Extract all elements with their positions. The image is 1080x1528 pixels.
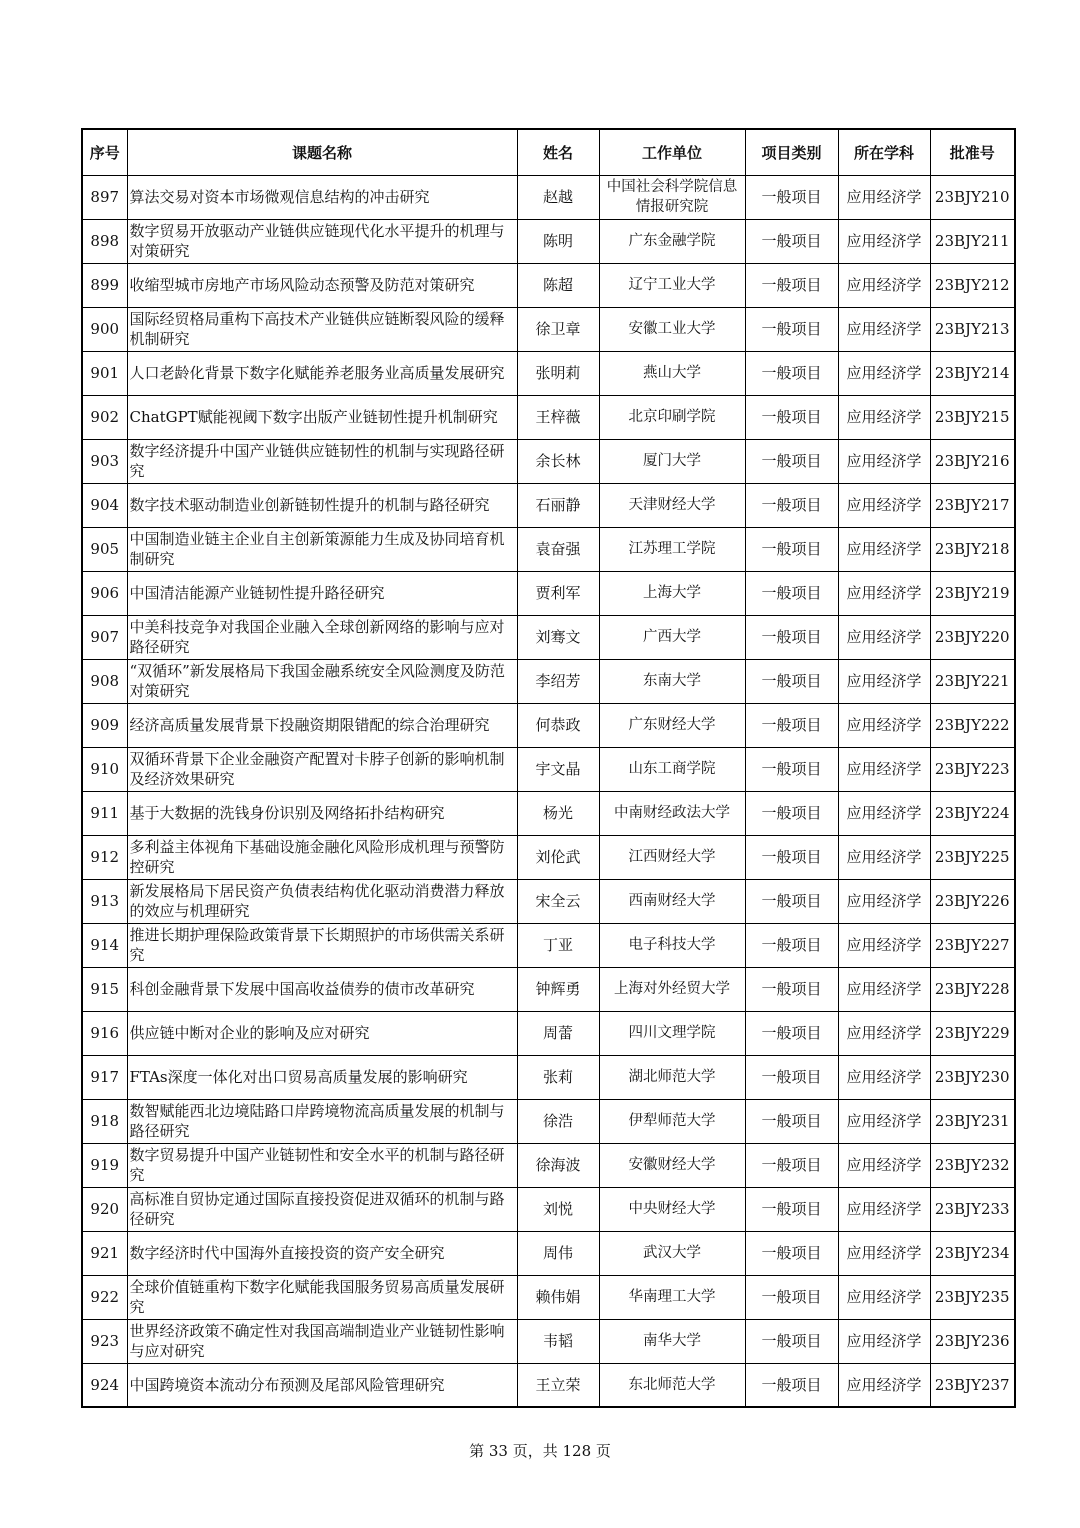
work-unit-cell: 广东金融学院	[599, 219, 745, 263]
project-title-cell: 中国跨境资本流动分布预测及尾部风险管理研究	[127, 1363, 517, 1407]
serial-no-cell: 899	[82, 263, 127, 307]
work-unit-cell: 厦门大学	[599, 439, 745, 483]
work-unit-cell: 广东财经大学	[599, 703, 745, 747]
table-row	[82, 175, 1015, 219]
serial-no-cell: 903	[82, 439, 127, 483]
project-type-cell: 一般项目	[745, 175, 838, 219]
table-row	[82, 1231, 1015, 1275]
serial-no-cell: 923	[82, 1319, 127, 1363]
serial-no-cell: 898	[82, 219, 127, 263]
table-row	[82, 923, 1015, 967]
subject-cell: 应用经济学	[838, 527, 930, 571]
work-unit-cell: 中南财经政法大学	[599, 791, 745, 835]
work-unit-cell: 武汉大学	[599, 1231, 745, 1275]
project-title-cell: 数智赋能西北边境陆路口岸跨境物流高质量发展的机制与路径研究	[127, 1099, 517, 1143]
serial-no-cell: 914	[82, 923, 127, 967]
approval-no-cell: 23BJY213	[930, 307, 1015, 351]
work-unit-cell: 辽宁工业大学	[599, 263, 745, 307]
project-title-cell: 人口老龄化背景下数字化赋能养老服务业高质量发展研究	[127, 351, 517, 395]
project-type-cell: 一般项目	[745, 263, 838, 307]
work-unit-cell: 广西大学	[599, 615, 745, 659]
table-row	[82, 1099, 1015, 1143]
work-unit-cell: 安徽财经大学	[599, 1143, 745, 1187]
approval-no-cell: 23BJY224	[930, 791, 1015, 835]
project-title-cell: 世界经济政策不确定性对我国高端制造业产业链韧性影响与应对研究	[127, 1319, 517, 1363]
table-row	[82, 1319, 1015, 1363]
serial-no-cell: 924	[82, 1363, 127, 1407]
project-title-cell: 全球价值链重构下数字化赋能我国服务贸易高质量发展研究	[127, 1275, 517, 1319]
name-cell: 石丽静	[517, 483, 599, 527]
name-cell: 陈明	[517, 219, 599, 263]
name-cell: 赵越	[517, 175, 599, 219]
work-unit-cell: 燕山大学	[599, 351, 745, 395]
project-title-cell: ChatGPT赋能视阈下数字出版产业链韧性提升机制研究	[127, 395, 517, 439]
project-type-cell: 一般项目	[745, 1275, 838, 1319]
approval-no-cell: 23BJY215	[930, 395, 1015, 439]
table-row	[82, 791, 1015, 835]
name-cell: 赖伟娟	[517, 1275, 599, 1319]
project-type-cell: 一般项目	[745, 615, 838, 659]
table-row	[82, 659, 1015, 703]
project-title-cell: 基于大数据的洗钱身份识别及网络拓扑结构研究	[127, 791, 517, 835]
project-title-cell: 数字技术驱动制造业创新链韧性提升的机制与路径研究	[127, 483, 517, 527]
work-unit-cell: 江苏理工学院	[599, 527, 745, 571]
project-type-cell: 一般项目	[745, 1319, 838, 1363]
approval-no-cell: 23BJY220	[930, 615, 1015, 659]
approval-no-cell: 23BJY231	[930, 1099, 1015, 1143]
name-cell: 韦韬	[517, 1319, 599, 1363]
header-project-type: 项目类别	[745, 129, 838, 175]
table-row	[82, 1055, 1015, 1099]
table-row	[82, 571, 1015, 615]
name-cell: 刘伦武	[517, 835, 599, 879]
name-cell: 徐海波	[517, 1143, 599, 1187]
serial-no-cell: 904	[82, 483, 127, 527]
subject-cell: 应用经济学	[838, 1011, 930, 1055]
table-row	[82, 1011, 1015, 1055]
subject-cell: 应用经济学	[838, 395, 930, 439]
subject-cell: 应用经济学	[838, 747, 930, 791]
table-row	[82, 1143, 1015, 1187]
subject-cell: 应用经济学	[838, 351, 930, 395]
project-title-cell: 双循环背景下企业金融资产配置对卡脖子创新的影响机制及经济效果研究	[127, 747, 517, 791]
serial-no-cell: 907	[82, 615, 127, 659]
approval-no-cell: 23BJY230	[930, 1055, 1015, 1099]
project-title-cell: 算法交易对资本市场微观信息结构的冲击研究	[127, 175, 517, 219]
work-unit-cell: 北京印刷学院	[599, 395, 745, 439]
name-cell: 王梓薇	[517, 395, 599, 439]
subject-cell: 应用经济学	[838, 1275, 930, 1319]
header-approval-no: 批准号	[930, 129, 1015, 175]
name-cell: 周蕾	[517, 1011, 599, 1055]
serial-no-cell: 902	[82, 395, 127, 439]
project-type-cell: 一般项目	[745, 1055, 838, 1099]
table-body	[82, 175, 1015, 1407]
table-row	[82, 483, 1015, 527]
name-cell: 刘悦	[517, 1187, 599, 1231]
work-unit-cell: 华南理工大学	[599, 1275, 745, 1319]
serial-no-cell: 897	[82, 175, 127, 219]
serial-no-cell: 905	[82, 527, 127, 571]
table-row	[82, 439, 1015, 483]
name-cell: 杨光	[517, 791, 599, 835]
project-type-cell: 一般项目	[745, 659, 838, 703]
project-title-cell: 供应链中断对企业的影响及应对研究	[127, 1011, 517, 1055]
subject-cell: 应用经济学	[838, 835, 930, 879]
work-unit-cell: 电子科技大学	[599, 923, 745, 967]
serial-no-cell: 910	[82, 747, 127, 791]
project-title-cell: 数字经济提升中国产业链供应链韧性的机制与实现路径研究	[127, 439, 517, 483]
project-type-cell: 一般项目	[745, 1363, 838, 1407]
project-type-cell: 一般项目	[745, 439, 838, 483]
subject-cell: 应用经济学	[838, 791, 930, 835]
approval-no-cell: 23BJY227	[930, 923, 1015, 967]
subject-cell: 应用经济学	[838, 1187, 930, 1231]
serial-no-cell: 921	[82, 1231, 127, 1275]
approval-no-cell: 23BJY236	[930, 1319, 1015, 1363]
table-row	[82, 615, 1015, 659]
project-title-cell: FTAs深度一体化对出口贸易高质量发展的影响研究	[127, 1055, 517, 1099]
project-type-cell: 一般项目	[745, 703, 838, 747]
approval-no-cell: 23BJY228	[930, 967, 1015, 1011]
serial-no-cell: 919	[82, 1143, 127, 1187]
work-unit-cell: 西南财经大学	[599, 879, 745, 923]
subject-cell: 应用经济学	[838, 967, 930, 1011]
name-cell: 徐卫章	[517, 307, 599, 351]
serial-no-cell: 917	[82, 1055, 127, 1099]
serial-no-cell: 900	[82, 307, 127, 351]
approval-no-cell: 23BJY226	[930, 879, 1015, 923]
header-project-title: 课题名称	[127, 129, 517, 175]
approval-no-cell: 23BJY222	[930, 703, 1015, 747]
work-unit-cell: 山东工商学院	[599, 747, 745, 791]
table-row	[82, 835, 1015, 879]
project-title-cell: “双循环”新发展格局下我国金融系统安全风险测度及防范对策研究	[127, 659, 517, 703]
work-unit-cell: 东南大学	[599, 659, 745, 703]
subject-cell: 应用经济学	[838, 307, 930, 351]
project-type-cell: 一般项目	[745, 791, 838, 835]
work-unit-cell: 中国社会科学院信息情报研究院	[599, 175, 745, 219]
project-type-cell: 一般项目	[745, 307, 838, 351]
serial-no-cell: 920	[82, 1187, 127, 1231]
project-title-cell: 多利益主体视角下基础设施金融化风险形成机理与预警防控研究	[127, 835, 517, 879]
approval-no-cell: 23BJY212	[930, 263, 1015, 307]
project-title-cell: 推进长期护理保险政策背景下长期照护的市场供需关系研究	[127, 923, 517, 967]
approval-no-cell: 23BJY211	[930, 219, 1015, 263]
table-row	[82, 395, 1015, 439]
subject-cell: 应用经济学	[838, 1143, 930, 1187]
approval-no-cell: 23BJY235	[930, 1275, 1015, 1319]
table-row	[82, 747, 1015, 791]
work-unit-cell: 江西财经大学	[599, 835, 745, 879]
name-cell: 袁奋强	[517, 527, 599, 571]
serial-no-cell: 913	[82, 879, 127, 923]
table-row	[82, 1363, 1015, 1407]
table-row	[82, 219, 1015, 263]
serial-no-cell: 911	[82, 791, 127, 835]
header-serial-no: 序号	[82, 129, 127, 175]
name-cell: 周伟	[517, 1231, 599, 1275]
serial-no-cell: 906	[82, 571, 127, 615]
project-title-cell: 新发展格局下居民资产负债表结构优化驱动消费潜力释放的效应与机理研究	[127, 879, 517, 923]
subject-cell: 应用经济学	[838, 571, 930, 615]
work-unit-cell: 东北师范大学	[599, 1363, 745, 1407]
table-row	[82, 703, 1015, 747]
subject-cell: 应用经济学	[838, 439, 930, 483]
approval-no-cell: 23BJY234	[930, 1231, 1015, 1275]
header-name: 姓名	[517, 129, 599, 175]
work-unit-cell: 南华大学	[599, 1319, 745, 1363]
project-title-cell: 中国清洁能源产业链韧性提升路径研究	[127, 571, 517, 615]
header-subject: 所在学科	[838, 129, 930, 175]
name-cell: 王立荣	[517, 1363, 599, 1407]
project-title-cell: 中美科技竞争对我国企业融入全球创新网络的影响与应对路径研究	[127, 615, 517, 659]
name-cell: 李绍芳	[517, 659, 599, 703]
approval-no-cell: 23BJY219	[930, 571, 1015, 615]
name-cell: 张明莉	[517, 351, 599, 395]
approval-no-cell: 23BJY217	[930, 483, 1015, 527]
project-type-cell: 一般项目	[745, 923, 838, 967]
subject-cell: 应用经济学	[838, 1099, 930, 1143]
serial-no-cell: 912	[82, 835, 127, 879]
table-row	[82, 879, 1015, 923]
approval-no-cell: 23BJY214	[930, 351, 1015, 395]
work-unit-cell: 中央财经大学	[599, 1187, 745, 1231]
project-type-cell: 一般项目	[745, 967, 838, 1011]
serial-no-cell: 915	[82, 967, 127, 1011]
project-title-cell: 数字经济时代中国海外直接投资的资产安全研究	[127, 1231, 517, 1275]
project-type-cell: 一般项目	[745, 1143, 838, 1187]
subject-cell: 应用经济学	[838, 659, 930, 703]
project-table	[81, 128, 1016, 1408]
project-title-cell: 中国制造业链主企业自主创新策源能力生成及协同培育机制研究	[127, 527, 517, 571]
work-unit-cell: 湖北师范大学	[599, 1055, 745, 1099]
project-type-cell: 一般项目	[745, 395, 838, 439]
name-cell: 宋全云	[517, 879, 599, 923]
name-cell: 陈超	[517, 263, 599, 307]
subject-cell: 应用经济学	[838, 263, 930, 307]
project-type-cell: 一般项目	[745, 571, 838, 615]
table-row	[82, 1187, 1015, 1231]
approval-no-cell: 23BJY232	[930, 1143, 1015, 1187]
subject-cell: 应用经济学	[838, 923, 930, 967]
project-title-cell: 数字贸易提升中国产业链韧性和安全水平的机制与路径研究	[127, 1143, 517, 1187]
table-row	[82, 1275, 1015, 1319]
name-cell: 钟辉勇	[517, 967, 599, 1011]
project-type-cell: 一般项目	[745, 219, 838, 263]
name-cell: 余长林	[517, 439, 599, 483]
project-title-cell: 经济高质量发展背景下投融资期限错配的综合治理研究	[127, 703, 517, 747]
approval-no-cell: 23BJY223	[930, 747, 1015, 791]
project-type-cell: 一般项目	[745, 351, 838, 395]
header-work-unit: 工作单位	[599, 129, 745, 175]
subject-cell: 应用经济学	[838, 1231, 930, 1275]
subject-cell: 应用经济学	[838, 1055, 930, 1099]
project-type-cell: 一般项目	[745, 747, 838, 791]
page-number: 第 33 页，共 128 页	[469, 1442, 611, 1460]
project-type-cell: 一般项目	[745, 835, 838, 879]
project-type-cell: 一般项目	[745, 1099, 838, 1143]
serial-no-cell: 916	[82, 1011, 127, 1055]
approval-no-cell: 23BJY216	[930, 439, 1015, 483]
table-row	[82, 263, 1015, 307]
table-row	[82, 527, 1015, 571]
name-cell: 何恭政	[517, 703, 599, 747]
name-cell: 徐浩	[517, 1099, 599, 1143]
work-unit-cell: 上海对外经贸大学	[599, 967, 745, 1011]
approval-no-cell: 23BJY221	[930, 659, 1015, 703]
project-type-cell: 一般项目	[745, 1011, 838, 1055]
work-unit-cell: 安徽工业大学	[599, 307, 745, 351]
header-row	[82, 129, 1015, 175]
work-unit-cell: 天津财经大学	[599, 483, 745, 527]
serial-no-cell: 901	[82, 351, 127, 395]
project-type-cell: 一般项目	[745, 527, 838, 571]
subject-cell: 应用经济学	[838, 879, 930, 923]
project-title-cell: 国际经贸格局重构下高技术产业链供应链断裂风险的缓释机制研究	[127, 307, 517, 351]
subject-cell: 应用经济学	[838, 175, 930, 219]
project-title-cell: 收缩型城市房地产市场风险动态预警及防范对策研究	[127, 263, 517, 307]
name-cell: 宇文晶	[517, 747, 599, 791]
subject-cell: 应用经济学	[838, 703, 930, 747]
approval-no-cell: 23BJY237	[930, 1363, 1015, 1407]
table-row	[82, 307, 1015, 351]
approval-no-cell: 23BJY225	[930, 835, 1015, 879]
project-type-cell: 一般项目	[745, 483, 838, 527]
subject-cell: 应用经济学	[838, 615, 930, 659]
subject-cell: 应用经济学	[838, 1363, 930, 1407]
approval-no-cell: 23BJY229	[930, 1011, 1015, 1055]
project-type-cell: 一般项目	[745, 1187, 838, 1231]
project-type-cell: 一般项目	[745, 1231, 838, 1275]
project-type-cell: 一般项目	[745, 879, 838, 923]
subject-cell: 应用经济学	[838, 219, 930, 263]
name-cell: 丁亚	[517, 923, 599, 967]
serial-no-cell: 918	[82, 1099, 127, 1143]
name-cell: 刘骞文	[517, 615, 599, 659]
approval-no-cell: 23BJY233	[930, 1187, 1015, 1231]
work-unit-cell: 伊犁师范大学	[599, 1099, 745, 1143]
serial-no-cell: 908	[82, 659, 127, 703]
serial-no-cell: 922	[82, 1275, 127, 1319]
work-unit-cell: 四川文理学院	[599, 1011, 745, 1055]
project-title-cell: 高标准自贸协定通过国际直接投资促进双循环的机制与路径研究	[127, 1187, 517, 1231]
subject-cell: 应用经济学	[838, 483, 930, 527]
table-row	[82, 967, 1015, 1011]
name-cell: 贾利军	[517, 571, 599, 615]
approval-no-cell: 23BJY218	[930, 527, 1015, 571]
approval-no-cell: 23BJY210	[930, 175, 1015, 219]
project-title-cell: 数字贸易开放驱动产业链供应链现代化水平提升的机理与对策研究	[127, 219, 517, 263]
serial-no-cell: 909	[82, 703, 127, 747]
subject-cell: 应用经济学	[838, 1319, 930, 1363]
project-title-cell: 科创金融背景下发展中国高收益债券的债市改革研究	[127, 967, 517, 1011]
table-row	[82, 351, 1015, 395]
name-cell: 张莉	[517, 1055, 599, 1099]
work-unit-cell: 上海大学	[599, 571, 745, 615]
